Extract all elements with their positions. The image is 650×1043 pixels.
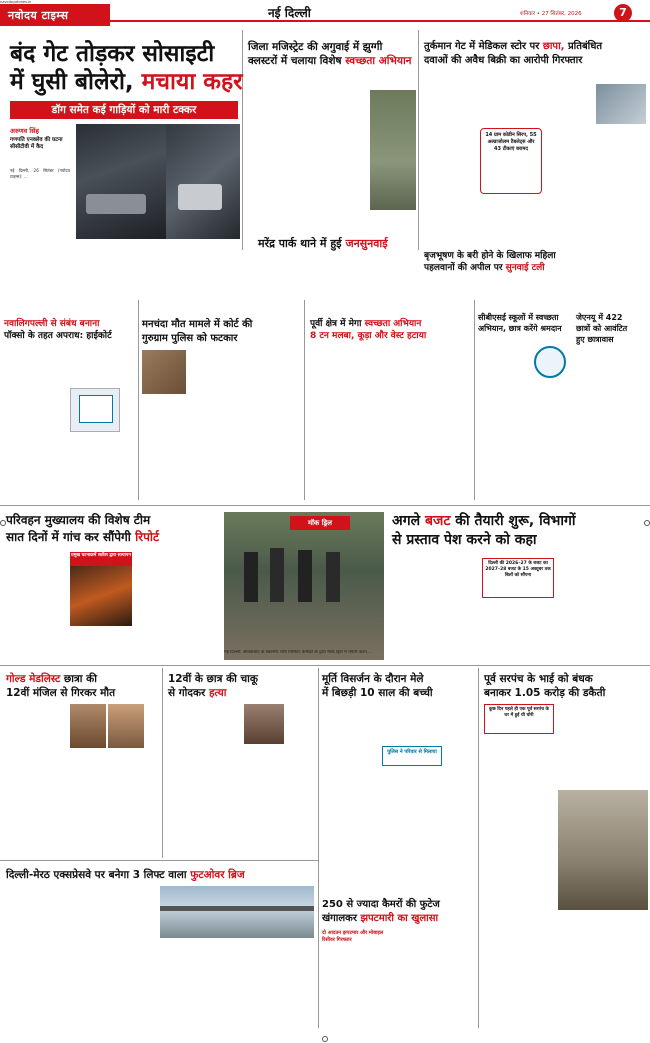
s17-headline-a: पूर्व सरपंच के भाई को बंधक [484,673,593,685]
s1-photo [76,124,166,239]
s6-headline-a: नवालिगपल्ली से संबंध बनाना [4,319,100,329]
s17-headline [484,672,648,700]
masthead-left [0,4,110,26]
s3-headline-a: तुर्कमान गेट में मेडिकल स्टोर पर [424,41,540,52]
s7-headline-b: गुरुग्राम पुलिस को फटकार [142,333,238,344]
registration-mark [0,520,6,526]
s18-headline-a: दिल्ली-मेरठ एक्सप्रेसवे पर बनेगा 3 लिफ्ट वाला [6,869,187,881]
s7-headline-a: मनचंदा मौत मामले में कोर्ट की [142,319,253,330]
s2-headline-a: जिला मजिस्ट्रेट की अगुवाई में झुग्गी [248,41,383,53]
s17-box [484,704,554,734]
rule [162,668,163,858]
rule [418,30,419,250]
s1-headline [10,40,242,96]
s8-headline-red: स्वच्छता अभियान [364,319,422,329]
s14-body-2 [70,756,158,854]
s5-headline-a: बृजभूषण के बरी होने के खिलाफ महिला [424,251,556,261]
s1-byline-name: अरुणव सिंह [10,127,39,135]
s13-box [482,558,554,598]
rule [478,668,479,1028]
s11-headline-red: रिपोर्ट [135,530,160,544]
rule [0,860,318,861]
s15-body-2 [244,750,314,854]
s4-headline [258,236,418,251]
s6-headline [4,318,138,342]
s1-byline [10,126,70,151]
s15-headline-red: हत्या [208,687,227,699]
s2-headline-red: स्वच्छता अभियान [345,55,412,67]
s19-body [322,956,476,1026]
s12-caption-text: नई दिल्ली: आतंकवाद के खिलाफ चौथ विस्फोट कमांडो के द्वारा मॉक ड्रिल में तैयारी करते... [224,650,372,655]
s5-headline-b: पहलवानों की अपील पर [424,263,503,273]
s13-body-2 [482,600,554,660]
s15-body [168,704,238,854]
s18-headline-red: फुटओवर ब्रिज [190,869,245,881]
rule [0,505,650,506]
s10-headline-c: हुए छात्रावास [576,335,614,344]
s17-box-text: कुछ दिन पहले ही एक पूर्व सरपंच के घर में हुई थी चोरी [489,707,549,718]
s15-headline-b: से गोदकर [168,687,206,699]
s18-body-2 [6,944,314,1024]
s18-body [6,886,156,938]
s7-body-2 [142,400,186,496]
s12-photo [224,512,384,660]
s3-headline-post: प्रतिबंधित [567,41,603,52]
s13-body-3 [560,556,648,660]
s1-body [10,168,70,294]
s17-headline-b: बनाकर 1.05 करोड़ की डकैती [484,687,606,699]
s3-stat-box [480,128,542,194]
s14-headline-b: 12वीं मंजिल से गिरकर मौत [6,687,116,699]
s14-headline [6,672,162,700]
s13-headline-red: बजट [424,513,451,529]
registration-mark [644,520,650,526]
s7-headline [142,318,302,346]
s1-headline-a: बंद गेट तोड़कर सोसाइटी [10,41,215,67]
s4-body [248,258,414,302]
s13-headline-a: अगले [392,513,421,529]
s19-box [322,930,394,952]
s13-headline [392,512,648,550]
page-number [614,4,632,22]
s19-headline-red: झपटमारी का खुलासा [360,913,439,924]
s3-photo [596,84,646,124]
s18-photo [160,886,314,938]
rule [304,300,305,500]
s16-tag [382,746,442,766]
s14-photo-2 [108,704,144,748]
s17-body-2 [484,912,648,1022]
s19-box-text: दो आदतन झपटमार और मोबाइल रिसीवर गिरफ्तार [322,930,384,943]
paper-name: नवोदय टाइम्स [8,9,69,22]
s5-headline-red: सुनवाई टली [505,263,545,273]
s15-photo [244,704,284,744]
s11-body [6,552,66,662]
s14-headline-post: छात्रा की [63,673,97,685]
s14-body [6,704,66,854]
s1-byline-desc: गणपति एनक्लेव की घटना सीसीटीवी में कैद [10,137,63,150]
s1-headline-b: में घुसी बोलेरो, [10,69,134,95]
s13-headline-post: की तैयारी शुरू, विभागों [455,513,576,529]
s19-headline-b: खंगालकर [322,913,357,924]
s1-subhead-text: डॉग समेत कई गाड़ियों को मारी टक्कर [51,104,197,116]
s19-headline-a: 250 से ज्यादा कैमरों की फुटेज [322,899,440,910]
rule [138,300,139,500]
s13-body [392,556,478,660]
s9-headline [478,312,570,334]
masthead-rule [110,20,650,22]
rule [0,665,650,666]
s16-tag-text: पुलिस ने परिवार से मिलाया [387,749,437,755]
page-number-text: 7 [619,6,627,19]
s19-headline [322,898,478,926]
rule [474,300,475,500]
s10-headline [576,312,650,345]
s3-headline-red: छापा, [542,41,565,52]
s4-headline-a: मरेंद्र पार्क थाने में हुई [258,237,342,250]
s11-body-2 [136,552,218,662]
registration-mark [322,1036,328,1042]
s6-headline-b: पॉक्सो के तहत अपराध: हाईकोर्ट [4,331,112,341]
s10-headline-b: छात्रों को आवंटित [576,324,628,333]
s2-headline [248,40,416,68]
s10-body [576,348,648,496]
s8-headline [310,318,474,342]
s12-tag-text: मॉक ड्रिल [307,519,333,527]
s2-headline-b: क्लस्टरों में चलाया विशेष [248,55,342,67]
s11-tag [70,552,132,566]
s11-headline-b: सात दिनों में गांच कर सौंपेगी [6,530,131,544]
s16-headline-a: मूर्ति विसर्जन के दौरान मेले [322,673,424,685]
s11-headline-a: परिवहन मुख्यालय की विशेष टीम [6,513,151,527]
s17-photo [558,790,648,910]
s15-headline-a: 12वीं के छात्र की चाकू [168,673,258,685]
s16-headline [322,672,478,700]
s18-headline [6,868,316,882]
s2-photo [370,90,416,210]
website: navodayatimes.in [0,0,32,4]
s17-body [484,738,554,908]
s1-headline-c: मचाया कहर [141,69,243,95]
date: शनिवार • 27 सितंबर, 2026 [520,11,582,17]
s14-photo [70,704,106,748]
s13-headline-b: से प्रस्ताव पेश करने को कहा [392,532,537,548]
s10-headline-a: जेएनयू में 422 [576,313,623,322]
s8-body [310,346,472,496]
s9-headline-a: सीबीएसई स्कूलों में स्वच्छता [478,313,559,322]
s1-body-2 [76,250,240,296]
s12-caption [224,650,384,662]
s9-logo [534,346,566,378]
s11-headline [6,512,220,546]
s7-photo [142,350,186,394]
edition: नई दिल्ली [268,6,311,20]
s16-headline-b: में बिछड़ी 10 साल की बच्ची [322,687,433,699]
s11-photo [70,566,132,626]
s3-headline-b: दवाओं की अवैध बिक्री का आरोपी गिरफ्तार [424,55,583,66]
s7-body [190,350,302,496]
s12-tag [290,516,350,530]
s1-subhead [10,101,238,119]
s3-body [424,82,476,242]
s15-headline [168,672,318,700]
s6-photo [70,388,120,432]
s8-headline-a: पूर्वी क्षेत्र में मेगा [310,319,362,329]
s1-body-start: नई दिल्ली, 26 सितंबर (नवोदय टाइम्स): ... [10,168,70,179]
s11-tag-text: प्रमुख घटनाक्रमें सतीश द्वारा सत्यापन [71,553,131,558]
rule [242,30,243,250]
s14-headline-red: गोल्ड मेडलिस्ट [6,673,61,685]
s4-headline-red: जनसुनवाई [345,237,388,250]
s3-headline [424,40,648,68]
s5-body [424,278,648,308]
s5-headline [424,250,648,274]
s9-headline-b: अभियान, छात्र करेंगे श्रमदान [478,324,562,333]
s8-headline-b: 8 टन मलबा, कूड़ा और वेस्ट हटाया [310,331,427,341]
s3-stat-text: 14 ग्राम कोडीन सिरप, 55 अल्प्राजोलम टैबलेट्स और 43 टीकाएं बरामद [485,132,537,152]
s1-photo-2 [166,124,240,239]
rule [318,668,319,1028]
s13-box-text: दिल्ली की 2026–27 के बजट का 2027–28 बजट के 15 अक्टूबर तक बिलों को सौंपना [485,561,551,578]
